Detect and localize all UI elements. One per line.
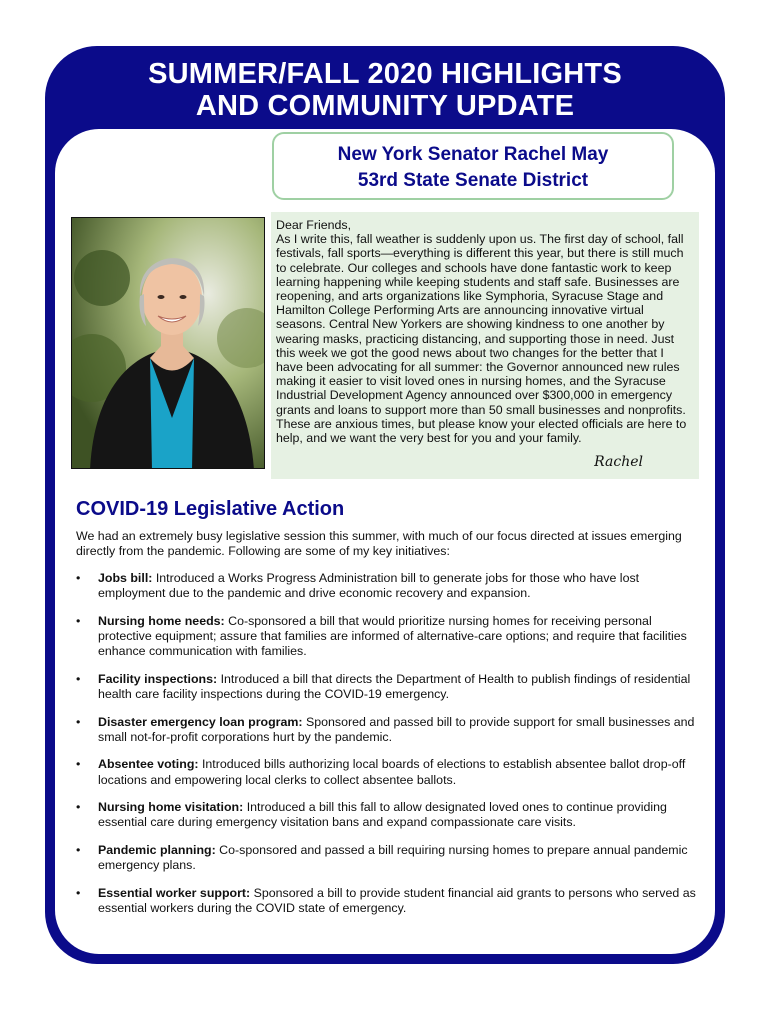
list-item — [76, 800, 696, 830]
item-text: Sponsored a bill to provide student financial aid grants to persons who served as essential workers during the COVID state of emergency. — [98, 885, 696, 915]
senator-name-box — [272, 132, 674, 200]
bullet-icon: • — [76, 671, 81, 686]
letter-body: As I write this, fall weather is suddenly upon us. The first day of school, fall festivals, fall sports—everything is different this year, but there is still much to celebrate. Our colleges and schools have done fantastic work to keep learning happening while keeping students and staff safe. Businesses are reopening, and arts organizations like Symphoria, Syracuse Stage and Hamilton College Performing Arts are announcing innovative virtual seasons. Central New Yorkers are showing kindness to one another by wearing masks, practicing distancing, and supporting those in need. Just this week we got the good news about two changes for the better that I have been advocating for all summer: the Governor announced new rules making it easier to visit loved ones in nursing homes, and the Syracuse Industrial Development Agency announced over $300,000 in emergency grants and loans to support more than 50 small businesses and nonprofits. These are anxious times, but please know your elected officials are here to help, and we want the very best for you and your family. — [276, 232, 687, 446]
bullet-icon: • — [76, 885, 81, 900]
title-line-1: SUMMER/FALL 2020 HIGHLIGHTS — [148, 58, 622, 90]
list-item — [76, 571, 696, 601]
bullet-icon: • — [76, 571, 81, 585]
initiatives-list — [76, 571, 696, 929]
item-text: Introduced a bill this fall to allow designated loved ones to continue providing essential care during emergency visitation bans and expand compassionate care visits. — [98, 800, 667, 830]
item-title: Jobs bill: — [98, 571, 153, 585]
item-title: Facility inspections: — [98, 671, 218, 686]
list-item — [76, 886, 696, 916]
title-line-2: AND COMMUNITY UPDATE — [195, 90, 575, 122]
letter-signature: Rachel — [594, 453, 643, 470]
item-title: Nursing home needs: — [98, 613, 225, 628]
senator-district: 53rd State Senate District — [357, 170, 589, 191]
list-item — [76, 715, 696, 745]
section-heading: COVID-19 Legislative Action — [76, 498, 345, 520]
letter-panel — [271, 212, 699, 479]
item-title: Pandemic planning: — [98, 842, 216, 857]
bullet-icon: • — [76, 757, 81, 772]
item-text: Co-sponsored a bill that would prioritize nursing homes for receiving personal protective equipment; assure that families are informed of alternative-care options; and require that facilities enhance communication with families. — [98, 613, 687, 659]
senator-name: New York Senator Rachel May — [337, 144, 609, 165]
item-text: Introduced a Works Progress Administration bill to generate jobs for those who have lost employment due to the pandemic and drive economic recovery and expansion. — [98, 571, 640, 601]
bullet-icon: • — [76, 613, 81, 628]
bullet-icon: • — [76, 714, 81, 729]
list-item — [76, 614, 696, 660]
list-item — [76, 757, 696, 787]
list-item — [76, 843, 696, 873]
portrait-photo — [71, 217, 265, 469]
bullet-icon: • — [76, 800, 81, 815]
item-title: Disaster emergency loan program: — [98, 714, 303, 729]
letter-greeting: Dear Friends, — [276, 218, 352, 232]
portrait-illustration — [72, 218, 265, 469]
item-text: Introduced bills authorizing local boards of elections to establish absentee ballot drop-off locations and empowering local clerks to collect absentee ballots. — [98, 757, 686, 787]
section-intro: We had an extremely busy legislative session this summer, with much of our focus directed at issues emerging directly from the pandemic. Following are some of my key initiatives: — [76, 529, 682, 558]
list-item — [76, 672, 696, 702]
item-title: Nursing home visitation: — [98, 800, 244, 815]
item-text: Introduced a bill that directs the Department of Health to publish findings of residential health care facility inspections during the COVID-19 emergency. — [98, 671, 691, 701]
item-text: Co-sponsored and passed a bill requiring nursing homes to prepare annual pandemic emergency plans. — [98, 842, 688, 873]
item-title: Absentee voting: — [98, 757, 199, 772]
bullet-icon: • — [76, 842, 81, 857]
item-text: Sponsored and passed bill to provide support for small businesses and small not-for-profit corporations hurt by the pandemic. — [98, 714, 695, 744]
page-title — [45, 58, 725, 122]
item-title: Essential worker support: — [98, 885, 251, 900]
